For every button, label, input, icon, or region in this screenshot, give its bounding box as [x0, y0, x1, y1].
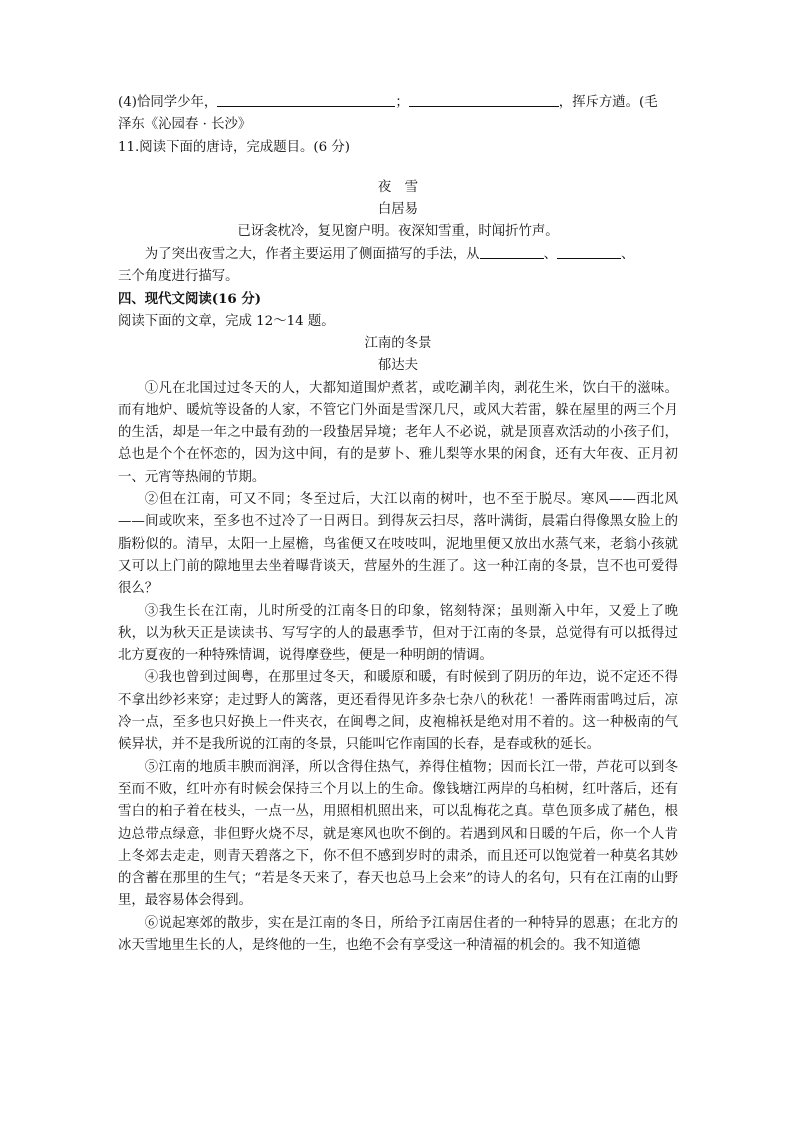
essay-paragraph-4: ④我也曾到过闽粤，在那里过冬天，和暖原和暖，有时候到了阴历的年边，说不定还不得不拿出纱衫来穿；走过野人的篱落，更还看得见许多杂七杂八的秋花！一番阵雨雷鸣过后，凉冷一点，至多也只好换上一件夹衣，在闽粤之间，皮袍棉袄是绝对用不着的。这一种极南的气候异状，并不是我所说的江南的冬景，只能叫它作南国的长春，是春或秋的延长。	[118, 670, 678, 753]
q10-4-source: 泽东《沁园春 · 长沙》	[118, 117, 252, 133]
essay-title: 江南的冬景	[364, 335, 432, 351]
document-page	[118, 92, 678, 957]
q10-4-prefix: (4)恰同学少年，	[118, 95, 218, 110]
poem-author: 白居易	[377, 202, 419, 218]
essay-body	[118, 378, 678, 958]
q11-question-c: 三个角度进行描写。	[118, 269, 239, 285]
q11-question-line	[118, 244, 678, 266]
essay-paragraph-5: ⑤江南的地质丰腴而润泽，所以含得住热气，养得住植物；因而长江一带，芦花可以到冬至而不败，红叶亦有时候会保持三个月以上的生命。像钱塘江两岸的乌桕树，红叶落后，还有雪白的桕子着在枝头，一点一丛，用照相机照出来，可以乱梅花之真。草色顶多成了赭色，根边总带点绿意，非但野火烧不尽，就是寒风也吹不倒的。若遇到风和日暖的午后，你一个人肯上冬郊去走走，则青天碧落之下，你不但不感到岁时的肃杀，而且还可以饱觉着一种莫名其妙的含蓄在那里的生气；“若是冬天来了，春天也总马上会来”的诗人的名句，只有在江南的山野里，最容易体会得到。	[118, 759, 678, 909]
essay-paragraph-2: ②但在江南，可又不同；冬至过后，大江以南的树叶，也不至于脱尽。寒风——西北风——间或吹来，至多也不过冷了一日两日。到得灰云扫尽，落叶满街，晨霜白得像黑女脸上的脂粉似的。清早，太阳一上屋檐，鸟雀便又在吱吱叫，泥地里便又放出水蒸气来，老翁小孩就又可以上门前的隙地里去坐着曝背谈天，营屋外的生涯了。这一种江南的冬景，岂不也可爱得很么？	[118, 492, 678, 597]
q10-4-line	[118, 92, 678, 114]
q10-4-suffix: ，挥斥方遒。(毛	[558, 95, 658, 110]
q11-question-sep: 、	[543, 246, 557, 262]
q11-instruction: 11.阅读下面的唐诗，完成题目。(6 分)	[118, 139, 350, 155]
answer-blank-1[interactable]	[217, 92, 395, 107]
q10-4-mid: ；	[395, 95, 409, 110]
q11-question-a: 为了突出夜雪之大，作者主要运用了侧面描写的手法，从	[144, 246, 480, 262]
essay-author: 郁达夫	[377, 358, 419, 374]
poem-text: 已讶衾枕冷，复见窗户明。夜深知雪重，时闻折竹声。	[237, 224, 559, 240]
section4-instruction: 阅读下面的文章，完成 12～14 题。	[118, 313, 335, 329]
answer-blank-3[interactable]	[480, 244, 544, 259]
essay-paragraph-6: ⑥说起寒郊的散步，实在是江南的冬日，所给予江南居住者的一种特异的恩惠；在北方的冰天雪地里生长的人，是终他的一生，也绝不会有享受这一种清福的机会的。我不知道德	[118, 915, 678, 953]
q11-question-b: 、	[620, 246, 635, 262]
answer-blank-2[interactable]	[409, 92, 559, 107]
poem-title: 夜 雪	[377, 179, 419, 195]
section4-heading: 四、现代文阅读(16 分)	[118, 291, 262, 308]
essay-paragraph-1: ①凡在北国过过冬天的人，大都知道围炉煮茗，或吃涮羊肉，剥花生米，饮白干的滋味。而有地炉、暖炕等设备的人家，不管它门外面是雪深几尺，或风大若雷，躲在屋里的两三个月的生活，却是一年之中最有劲的一段蛰居异境；老年人不必说，就是顶喜欢活动的小孩子们，总也是个个在怀恋的，因为这中间，有的是萝卜、雅儿梨等水果的闲食，还有大年夜、正月初一、元宵等热闹的节期。	[118, 380, 678, 485]
essay-paragraph-3: ③我生长在江南，儿时所受的江南冬日的印象，铭刻特深；虽则渐入中年，又爱上了晚秋，以为秋天正是读读书、写写字的人的最惠季节，但对于江南的冬景，总觉得有可以抵得过北方夏夜的一种特殊情调，说得摩登些，便是一种明朗的情调。	[118, 603, 678, 664]
answer-blank-4[interactable]	[557, 244, 621, 259]
